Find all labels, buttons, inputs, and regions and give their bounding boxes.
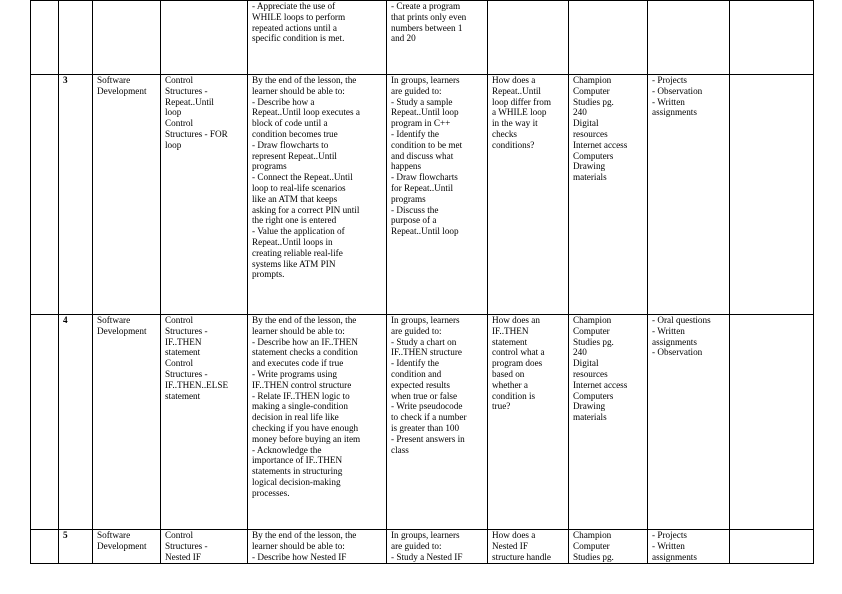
cell-line: Repeat..Until loop executes a: [252, 107, 360, 118]
cell-line: class: [391, 444, 409, 455]
cell-line: whether a: [492, 379, 528, 390]
cell-line: Development: [97, 85, 147, 96]
lesson-cell: 3: [59, 75, 93, 315]
cell-line: Digital: [573, 118, 599, 129]
cell-line: Digital: [573, 358, 599, 369]
cell-line: - Relate IF..THEN logic to: [252, 390, 350, 401]
cell-line: and 20: [391, 33, 416, 44]
strand-cell: [93, 1, 161, 75]
cell-line: the right one is entered: [252, 215, 337, 226]
cell-line: Development: [97, 540, 147, 551]
cell-line: statement checks a condition: [252, 347, 358, 358]
assessment-methods-cell: [648, 1, 730, 75]
cell-line: Structures -: [165, 540, 208, 551]
lesson-cell: [59, 1, 93, 75]
cell-line: loop: [165, 139, 182, 150]
cell-line: block of code until a: [252, 118, 328, 129]
cell-line: In groups, learners: [391, 315, 460, 325]
cell-line: systems like ATM PIN: [252, 258, 336, 269]
cell-line: for Repeat..Until: [391, 182, 453, 193]
cell-line: Repeat..Until: [492, 85, 541, 96]
cell-line: assignments: [652, 336, 697, 347]
cell-line: - Projects: [652, 75, 687, 85]
cell-line: By the end of the lesson, the: [252, 75, 357, 85]
cell-line: - Written: [652, 325, 685, 336]
cell-line: Studies pg.: [573, 336, 614, 347]
cell-line: Computers: [573, 390, 614, 401]
assessment-methods-cell: [648, 315, 730, 530]
learning-resources-cell: [569, 530, 648, 564]
cell-line: - Projects: [652, 530, 687, 540]
cell-line: in the way it: [492, 118, 538, 129]
table-row: [31, 530, 814, 564]
cell-line: 240: [573, 107, 587, 118]
cell-line: loop differ from: [492, 96, 552, 107]
cell-line: Computer: [573, 85, 610, 96]
cell-line: - Study a chart on: [391, 336, 457, 347]
learning-outcomes-cell: [248, 1, 387, 75]
cell-line: based on: [492, 368, 525, 379]
cell-line: IF..THEN..ELSE: [165, 379, 229, 390]
remarks-cell: [730, 75, 814, 315]
scheme-of-work-page: [30, 0, 813, 564]
cell-line: Repeat..Until: [165, 96, 214, 107]
cell-line: processes.: [252, 487, 290, 498]
cell-line: Structures -: [165, 325, 208, 336]
cell-line: condition and: [391, 368, 442, 379]
cell-line: - Describe how a: [252, 96, 315, 107]
cell-line: - Acknowledge the: [252, 444, 322, 455]
cell-line: learner should be able to:: [252, 85, 345, 96]
remarks-cell: [730, 530, 814, 564]
cell-line: are guided to:: [391, 85, 442, 96]
cell-line: - Written: [652, 540, 685, 551]
cell-line: In groups, learners: [391, 530, 460, 540]
cell-line: checks: [492, 128, 517, 139]
cell-line: How does a: [492, 75, 536, 85]
learning-resources-cell: [569, 1, 648, 75]
cell-line: program in C++: [391, 118, 451, 129]
cell-line: that prints only even: [391, 11, 467, 22]
learning-resources-cell: [569, 75, 648, 315]
cell-line: and discuss what: [391, 150, 454, 161]
cell-line: money before buying an item: [252, 433, 361, 444]
cell-line: - Observation: [652, 85, 703, 96]
cell-line: - Connect the Repeat..Until: [252, 172, 353, 183]
cell-line: - Write pseudocode: [391, 401, 463, 412]
cell-line: when true or false: [391, 390, 458, 401]
cell-line: Structures -: [165, 368, 208, 379]
cell-line: Champion: [573, 315, 612, 325]
cell-line: Structures - FOR: [165, 128, 228, 139]
table-row: [31, 75, 814, 315]
cell-line: - Study a Nested IF: [391, 551, 463, 562]
cell-line: specific condition is met.: [252, 33, 345, 44]
cell-line: 240: [573, 347, 587, 358]
cell-line: Repeat..Until loop: [391, 226, 459, 237]
learning-experiences-cell: [387, 75, 488, 315]
assessment-methods-cell: [648, 75, 730, 315]
cell-line: to check if a number: [391, 412, 467, 423]
cell-line: Repeat..Until loops in: [252, 236, 333, 247]
cell-line: decision in real life like: [252, 412, 339, 423]
strand-cell: [93, 530, 161, 564]
cell-line: Repeat..Until loop: [391, 107, 459, 118]
cell-line: are guided to:: [391, 540, 442, 551]
cell-line: condition is: [492, 390, 536, 401]
scheme-of-work-table: [30, 0, 814, 564]
cell-line: Control: [165, 75, 194, 85]
sub-strand-cell: [161, 530, 248, 564]
assessment-methods-cell: [648, 530, 730, 564]
cell-line: Internet access: [573, 379, 628, 390]
cell-line: IF..THEN: [492, 325, 529, 336]
cell-line: creating reliable real-life: [252, 247, 343, 258]
table-row: [31, 315, 814, 530]
learning-experiences-cell: [387, 1, 488, 75]
week-cell: [31, 1, 59, 75]
cell-line: purpose of a: [391, 215, 437, 226]
cell-line: checking if you have enough: [252, 422, 359, 433]
cell-line: is greater than 100: [391, 422, 460, 433]
lesson-cell: 4: [59, 315, 93, 530]
cell-line: control what a: [492, 347, 545, 358]
cell-line: WHILE loops to perform: [252, 11, 346, 22]
cell-line: loop: [165, 107, 182, 118]
cell-line: IF..THEN: [165, 336, 202, 347]
cell-line: programs: [252, 161, 287, 172]
cell-line: Software: [97, 530, 131, 540]
cell-line: How does an: [492, 315, 540, 325]
cell-line: - Identify the: [391, 358, 439, 369]
cell-line: IF..THEN control structure: [252, 379, 352, 390]
learning-resources-cell: [569, 315, 648, 530]
cell-line: assignments: [652, 107, 697, 118]
cell-line: resources: [573, 368, 608, 379]
cell-line: - Appreciate the use of: [252, 1, 336, 11]
cell-line: - Create a program: [391, 1, 461, 11]
cell-line: - Oral questions: [652, 315, 711, 325]
cell-line: Control: [165, 530, 194, 540]
week-cell: [31, 315, 59, 530]
cell-line: and executes code if true: [252, 358, 344, 369]
cell-line: materials: [573, 412, 607, 423]
cell-line: asking for a correct PIN until: [252, 204, 360, 215]
key-inquiry-question-cell: [488, 75, 569, 315]
cell-line: - Written: [652, 96, 685, 107]
week-cell: [31, 75, 59, 315]
cell-line: Control: [165, 358, 194, 369]
sub-strand-cell: [161, 75, 248, 315]
cell-line: statement: [165, 390, 201, 401]
strand-cell: [93, 315, 161, 530]
cell-line: Computer: [573, 540, 610, 551]
cell-line: Champion: [573, 75, 612, 85]
cell-line: Structures -: [165, 85, 208, 96]
cell-line: Internet access: [573, 139, 628, 150]
cell-line: are guided to:: [391, 325, 442, 336]
cell-line: programs: [391, 193, 426, 204]
remarks-cell: [730, 315, 814, 530]
cell-line: - Value the application of: [252, 226, 345, 237]
cell-line: loop to real-life scenarios: [252, 182, 346, 193]
cell-line: Studies pg.: [573, 96, 614, 107]
cell-line: Nested IF: [165, 551, 201, 562]
cell-line: Computers: [573, 150, 614, 161]
cell-line: program does: [492, 358, 543, 369]
cell-line: Software: [97, 75, 131, 85]
table-row: [31, 1, 814, 75]
cell-line: condition to be met: [391, 139, 463, 150]
cell-line: true?: [492, 401, 511, 412]
cell-line: Nested IF: [492, 540, 528, 551]
key-inquiry-question-cell: [488, 530, 569, 564]
cell-line: Champion: [573, 530, 612, 540]
cell-line: expected results: [391, 379, 450, 390]
learning-outcomes-cell: [248, 75, 387, 315]
cell-line: - Describe how Nested IF: [252, 551, 347, 562]
learning-experiences-cell: [387, 315, 488, 530]
cell-line: prompts.: [252, 269, 285, 280]
cell-line: numbers between 1: [391, 22, 463, 33]
remarks-cell: [730, 1, 814, 75]
cell-line: How does a: [492, 530, 536, 540]
cell-line: Computer: [573, 325, 610, 336]
learning-experiences-cell: [387, 530, 488, 564]
cell-line: - Identify the: [391, 128, 439, 139]
cell-line: Control: [165, 118, 194, 129]
cell-line: repeated actions until a: [252, 22, 337, 33]
cell-line: Development: [97, 325, 147, 336]
cell-line: - Discuss the: [391, 204, 439, 215]
lesson-cell: 5: [59, 530, 93, 564]
cell-line: materials: [573, 172, 607, 183]
cell-line: By the end of the lesson, the: [252, 530, 357, 540]
cell-line: learner should be able to:: [252, 325, 345, 336]
cell-line: IF..THEN structure: [391, 347, 462, 358]
key-inquiry-question-cell: [488, 315, 569, 530]
sub-strand-cell: [161, 1, 248, 75]
cell-line: statement: [165, 347, 201, 358]
cell-line: structure handle: [492, 551, 551, 562]
cell-line: Software: [97, 315, 131, 325]
cell-line: represent Repeat..Until: [252, 150, 337, 161]
cell-line: happens: [391, 161, 422, 172]
cell-line: Studies pg.: [573, 551, 614, 562]
cell-line: In groups, learners: [391, 75, 460, 85]
cell-line: - Present answers in: [391, 433, 465, 444]
learning-outcomes-cell: [248, 530, 387, 564]
cell-line: assignments: [652, 551, 697, 562]
cell-line: - Draw flowcharts: [391, 172, 458, 183]
cell-line: - Describe how an IF..THEN: [252, 336, 358, 347]
cell-line: statement: [492, 336, 528, 347]
strand-cell: [93, 75, 161, 315]
cell-line: statements in structuring: [252, 466, 343, 477]
sub-strand-cell: [161, 315, 248, 530]
key-inquiry-question-cell: [488, 1, 569, 75]
cell-line: a WHILE loop: [492, 107, 547, 118]
cell-line: learner should be able to:: [252, 540, 345, 551]
cell-line: conditions?: [492, 139, 535, 150]
cell-line: logical decision-making: [252, 476, 341, 487]
cell-line: Drawing: [573, 401, 606, 412]
cell-line: importance of IF..THEN: [252, 455, 343, 466]
cell-line: By the end of the lesson, the: [252, 315, 357, 325]
learning-outcomes-cell: [248, 315, 387, 530]
cell-line: - Study a sample: [391, 96, 453, 107]
cell-line: condition becomes true: [252, 128, 338, 139]
cell-line: - Draw flowcharts to: [252, 139, 329, 150]
cell-line: - Observation: [652, 347, 703, 358]
cell-line: making a single-condition: [252, 401, 348, 412]
cell-line: like an ATM that keeps: [252, 193, 338, 204]
cell-line: - Write programs using: [252, 368, 337, 379]
week-cell: [31, 530, 59, 564]
cell-line: resources: [573, 128, 608, 139]
cell-line: Drawing: [573, 161, 606, 172]
cell-line: Control: [165, 315, 194, 325]
